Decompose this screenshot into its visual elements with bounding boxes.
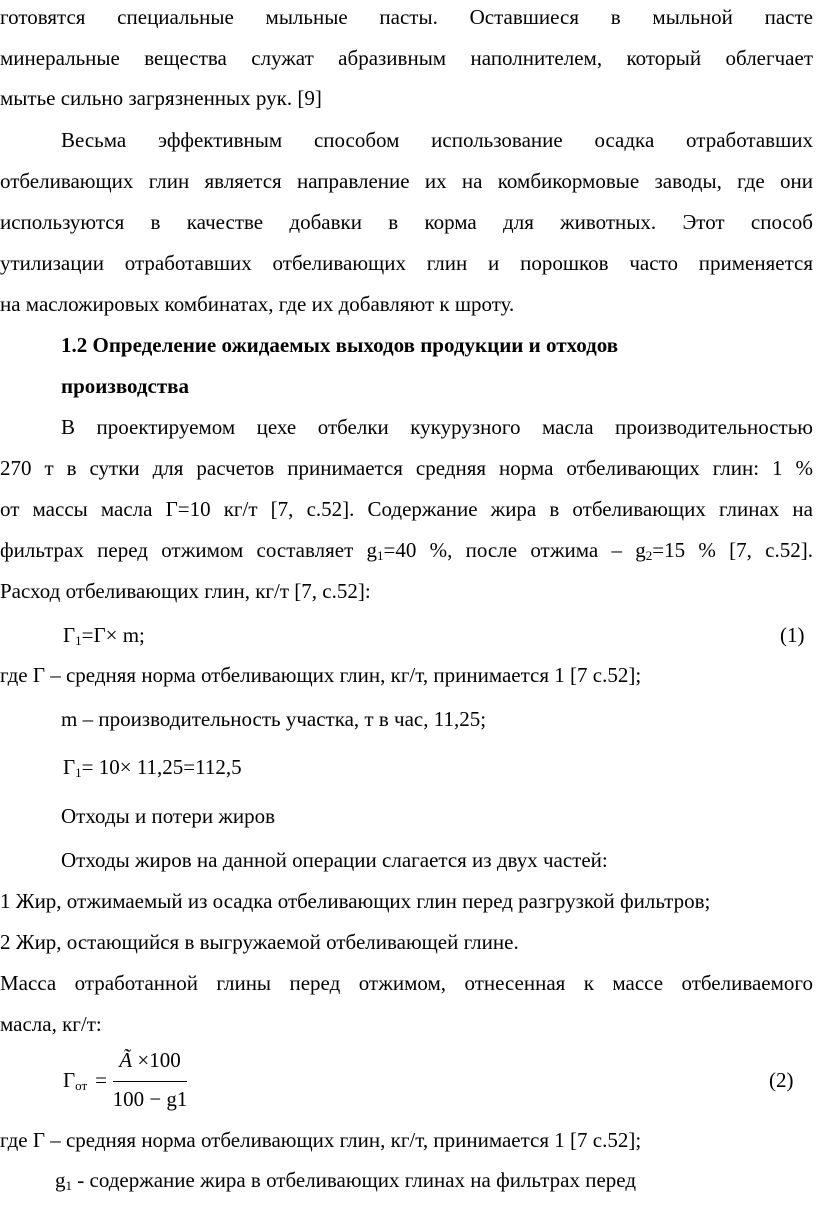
- text-line: масла, кг/т:: [0, 1012, 102, 1036]
- text-line: m – производительность участка, т в час, 11,25;: [61, 707, 487, 731]
- text-line: Расход отбеливающих глин, кг/т [7, с.52]:: [0, 579, 371, 603]
- section-heading-cont: производства: [61, 374, 190, 398]
- list-item: 1 Жир, отжимаемый из осадка отбеливающих глин перед разгрузкой фильтров;: [0, 889, 711, 913]
- text-line: где Г – средняя норма отбеливающих глин, кг/т, принимается 1 [7 с.52];: [0, 663, 642, 687]
- text-line: от массы масла Г=10 кг/т [7, с.52]. Содержание жира в отбеливающих глинах на: [0, 497, 813, 521]
- text-line: 270 т в сутки для расчетов принимается средняя норма отбеливающих глин: 1 %: [0, 456, 813, 480]
- subheading: Отходы и потери жиров: [61, 804, 276, 828]
- text-line: используются в качестве добавки в корма для животных. Этот способ: [0, 210, 813, 234]
- text-line: Весьма эффективным способом использование осадка отработавших: [61, 128, 813, 152]
- text-line: В проектируемом цехе отбелки кукурузного масла производительностью: [61, 415, 813, 439]
- formula-1: $Г_1=Г\times m$;: [63, 623, 145, 648]
- text-line: готовятся специальные мыльные пасты. Оставшиеся в мыльной пасте: [0, 5, 813, 29]
- formula-2-fraction: [111, 1044, 189, 1116]
- text-line: отбеливающих глин является направление их на комбикормовые заводы, где они: [0, 169, 813, 193]
- section-heading: 1.2 Определение ожидаемых выходов продукции и отходов: [61, 333, 619, 357]
- text-line: минеральные вещества служат абразивным наполнителем, который облегчает: [0, 46, 813, 70]
- text-line: утилизации отработавших отбеливающих глин и порошков часто применяется: [0, 251, 813, 275]
- list-item: 2 Жир, остающийся в выгружаемой отбеливающей глине.: [0, 930, 519, 954]
- fraction-bar: [113, 1081, 187, 1082]
- text-line: Отходы жиров на данной операции слагается из двух частей:: [61, 848, 608, 872]
- text-line: $g_1$ - содержание жира в отбеливающих глинах на фильтрах перед: [55, 1168, 637, 1193]
- formula-result: $Г_1= 10\times 11,25=112,5$: [63, 755, 242, 780]
- fraction-denominator: 100 − g1: [112, 1087, 188, 1111]
- text-line: где Г – средняя норма отбеливающих глин, кг/т, принимается 1 [7 с.52];: [0, 1128, 642, 1152]
- equation-number: (2): [769, 1068, 794, 1092]
- equation-number: (1): [780, 623, 805, 647]
- text-line: на масложировых комбинатах, где их добавляют к шроту.: [0, 292, 515, 316]
- text-line: Масса отработанной глины перед отжимом, отнесенная к массе отбеливаемого: [0, 971, 813, 995]
- text-line: мытье сильно загрязненных рук. [9]: [0, 86, 322, 110]
- formula-2-lhs: $Г_{от}$ =: [63, 1068, 107, 1093]
- text-line: фильтрах перед отжимом составляет $g_1=40$ %, после отжима – $g_2=15$ % [7, с.52].: [0, 538, 813, 563]
- fraction-numerator: Ã ×100: [119, 1048, 181, 1072]
